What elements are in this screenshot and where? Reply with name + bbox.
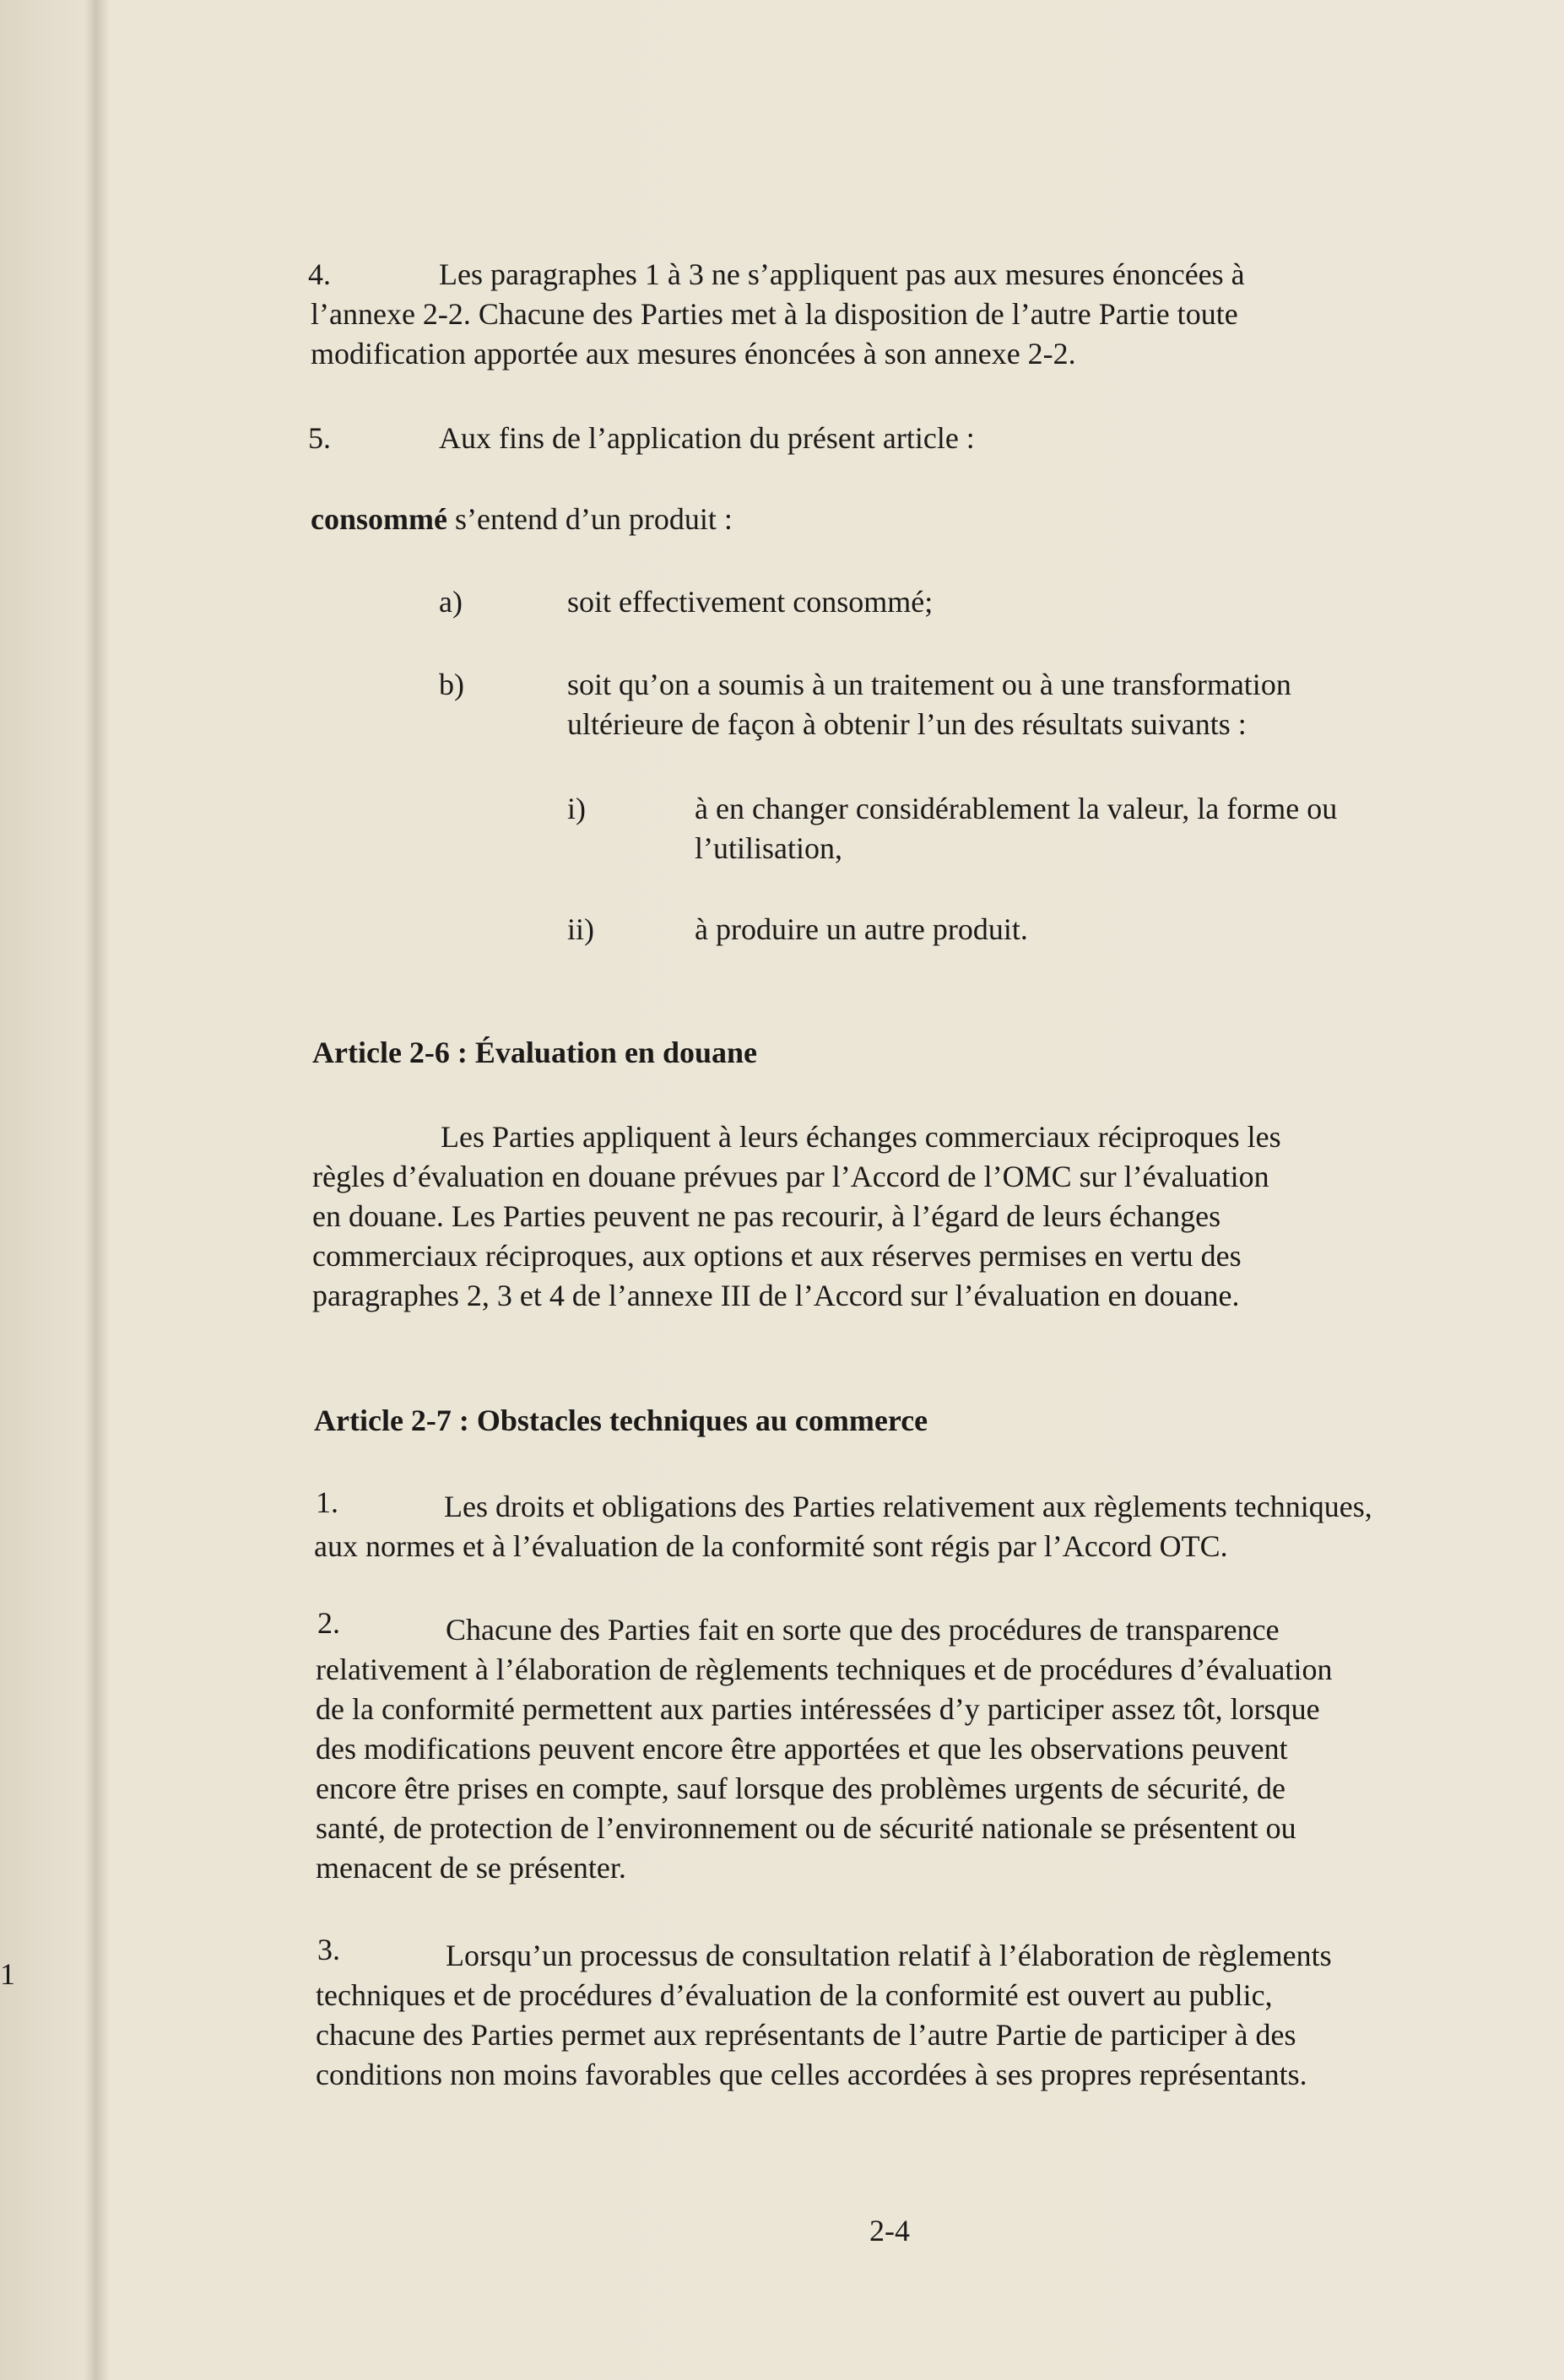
paragraph-number: 3.: [317, 1933, 340, 1966]
paragraph-number: 2.: [317, 1606, 340, 1640]
paragraph-line: en douane. Les Parties peuvent ne pas recourir, à l’égard de leurs échanges: [312, 1199, 1221, 1233]
page-number: 2-4: [869, 2214, 910, 2247]
paragraph-line: Les droits et obligations des Parties relativement aux règlements techniques,: [444, 1490, 1372, 1523]
paragraph-number: 1.: [316, 1485, 338, 1519]
binding-shadow: [84, 0, 110, 2380]
paragraph-line: menacent de se présenter.: [316, 1851, 626, 1885]
paragraph-line: Aux fins de l’application du présent article :: [439, 421, 975, 455]
sublist-label: i): [567, 792, 586, 825]
paragraph-line: encore être prises en compte, sauf lorsque des problèmes urgents de sécurité, de: [316, 1771, 1285, 1805]
paragraph-line: Chacune des Parties fait en sorte que des procédures de transparence: [446, 1613, 1280, 1647]
paragraph-line: modification apportée aux mesures énoncées à son annexe 2-2.: [311, 337, 1076, 371]
paragraph-line: des modifications peuvent encore être apportées et que les observations peuvent: [316, 1732, 1288, 1766]
sublist-label: ii): [567, 912, 594, 946]
paragraph-line: Les paragraphes 1 à 3 ne s’appliquent pas aux mesures énoncées à: [439, 257, 1245, 291]
paragraph-number: 4.: [308, 257, 331, 291]
paragraph-line: de la conformité permettent aux parties intéressées d’y participer assez tôt, lorsque: [316, 1692, 1320, 1726]
paragraph-line: conditions non moins favorables que celles accordées à ses propres représentants.: [316, 2058, 1307, 2091]
paragraph-number: 5.: [308, 421, 331, 455]
paragraph-line: Les Parties appliquent à leurs échanges commerciaux réciproques les: [441, 1120, 1281, 1154]
list-label: a): [439, 585, 463, 619]
paragraph-line: relativement à l’élaboration de règlements techniques et de procédures d’évaluation: [316, 1652, 1333, 1686]
paragraph-line: santé, de protection de l’environnement ou de sécurité nationale se présentent ou: [316, 1811, 1296, 1845]
article-heading: Article 2-7 : Obstacles techniques au commerce: [314, 1404, 928, 1437]
paragraph-line: paragraphes 2, 3 et 4 de l’annexe III de l’Accord sur l’évaluation en douane.: [312, 1279, 1240, 1312]
list-item-text: soit effectivement consommé;: [567, 585, 934, 619]
margin-mark: 1: [0, 1957, 15, 1991]
paragraph-line: chacune des Parties permet aux représentants de l’autre Partie de participer à des: [316, 2018, 1296, 2052]
definition-text: s’entend d’un produit :: [446, 502, 733, 536]
sublist-item-text: l’utilisation,: [695, 831, 842, 865]
sublist-item-text: à produire un autre produit.: [695, 912, 1028, 946]
paragraph-line: Lorsqu’un processus de consultation relatif à l’élaboration de règlements: [446, 1939, 1332, 1972]
paragraph-line: règles d’évaluation en douane prévues par l’Accord de l’OMC sur l’évaluation: [312, 1160, 1269, 1193]
paragraph-line: commerciaux réciproques, aux options et aux réserves permises en vertu des: [312, 1239, 1242, 1273]
definition-term: consommé: [311, 502, 447, 536]
paragraph-line: techniques et de procédures d’évaluation de la conformité est ouvert au public,: [316, 1978, 1273, 2012]
definition: [311, 500, 1526, 538]
sublist-item-text: à en changer considérablement la valeur, la forme ou: [695, 792, 1338, 825]
article-heading: Article 2-6 : Évaluation en douane: [312, 1036, 757, 1069]
paragraph-line: aux normes et à l’évaluation de la conformité sont régis par l’Accord OTC.: [314, 1529, 1228, 1563]
list-item-text: ultérieure de façon à obtenir l’un des résultats suivants :: [567, 707, 1247, 741]
paragraph-line: l’annexe 2-2. Chacune des Parties met à la disposition de l’autre Partie toute: [311, 297, 1238, 331]
list-item-text: soit qu’on a soumis à un traitement ou à une transformation: [567, 668, 1291, 701]
list-label: b): [439, 668, 464, 701]
